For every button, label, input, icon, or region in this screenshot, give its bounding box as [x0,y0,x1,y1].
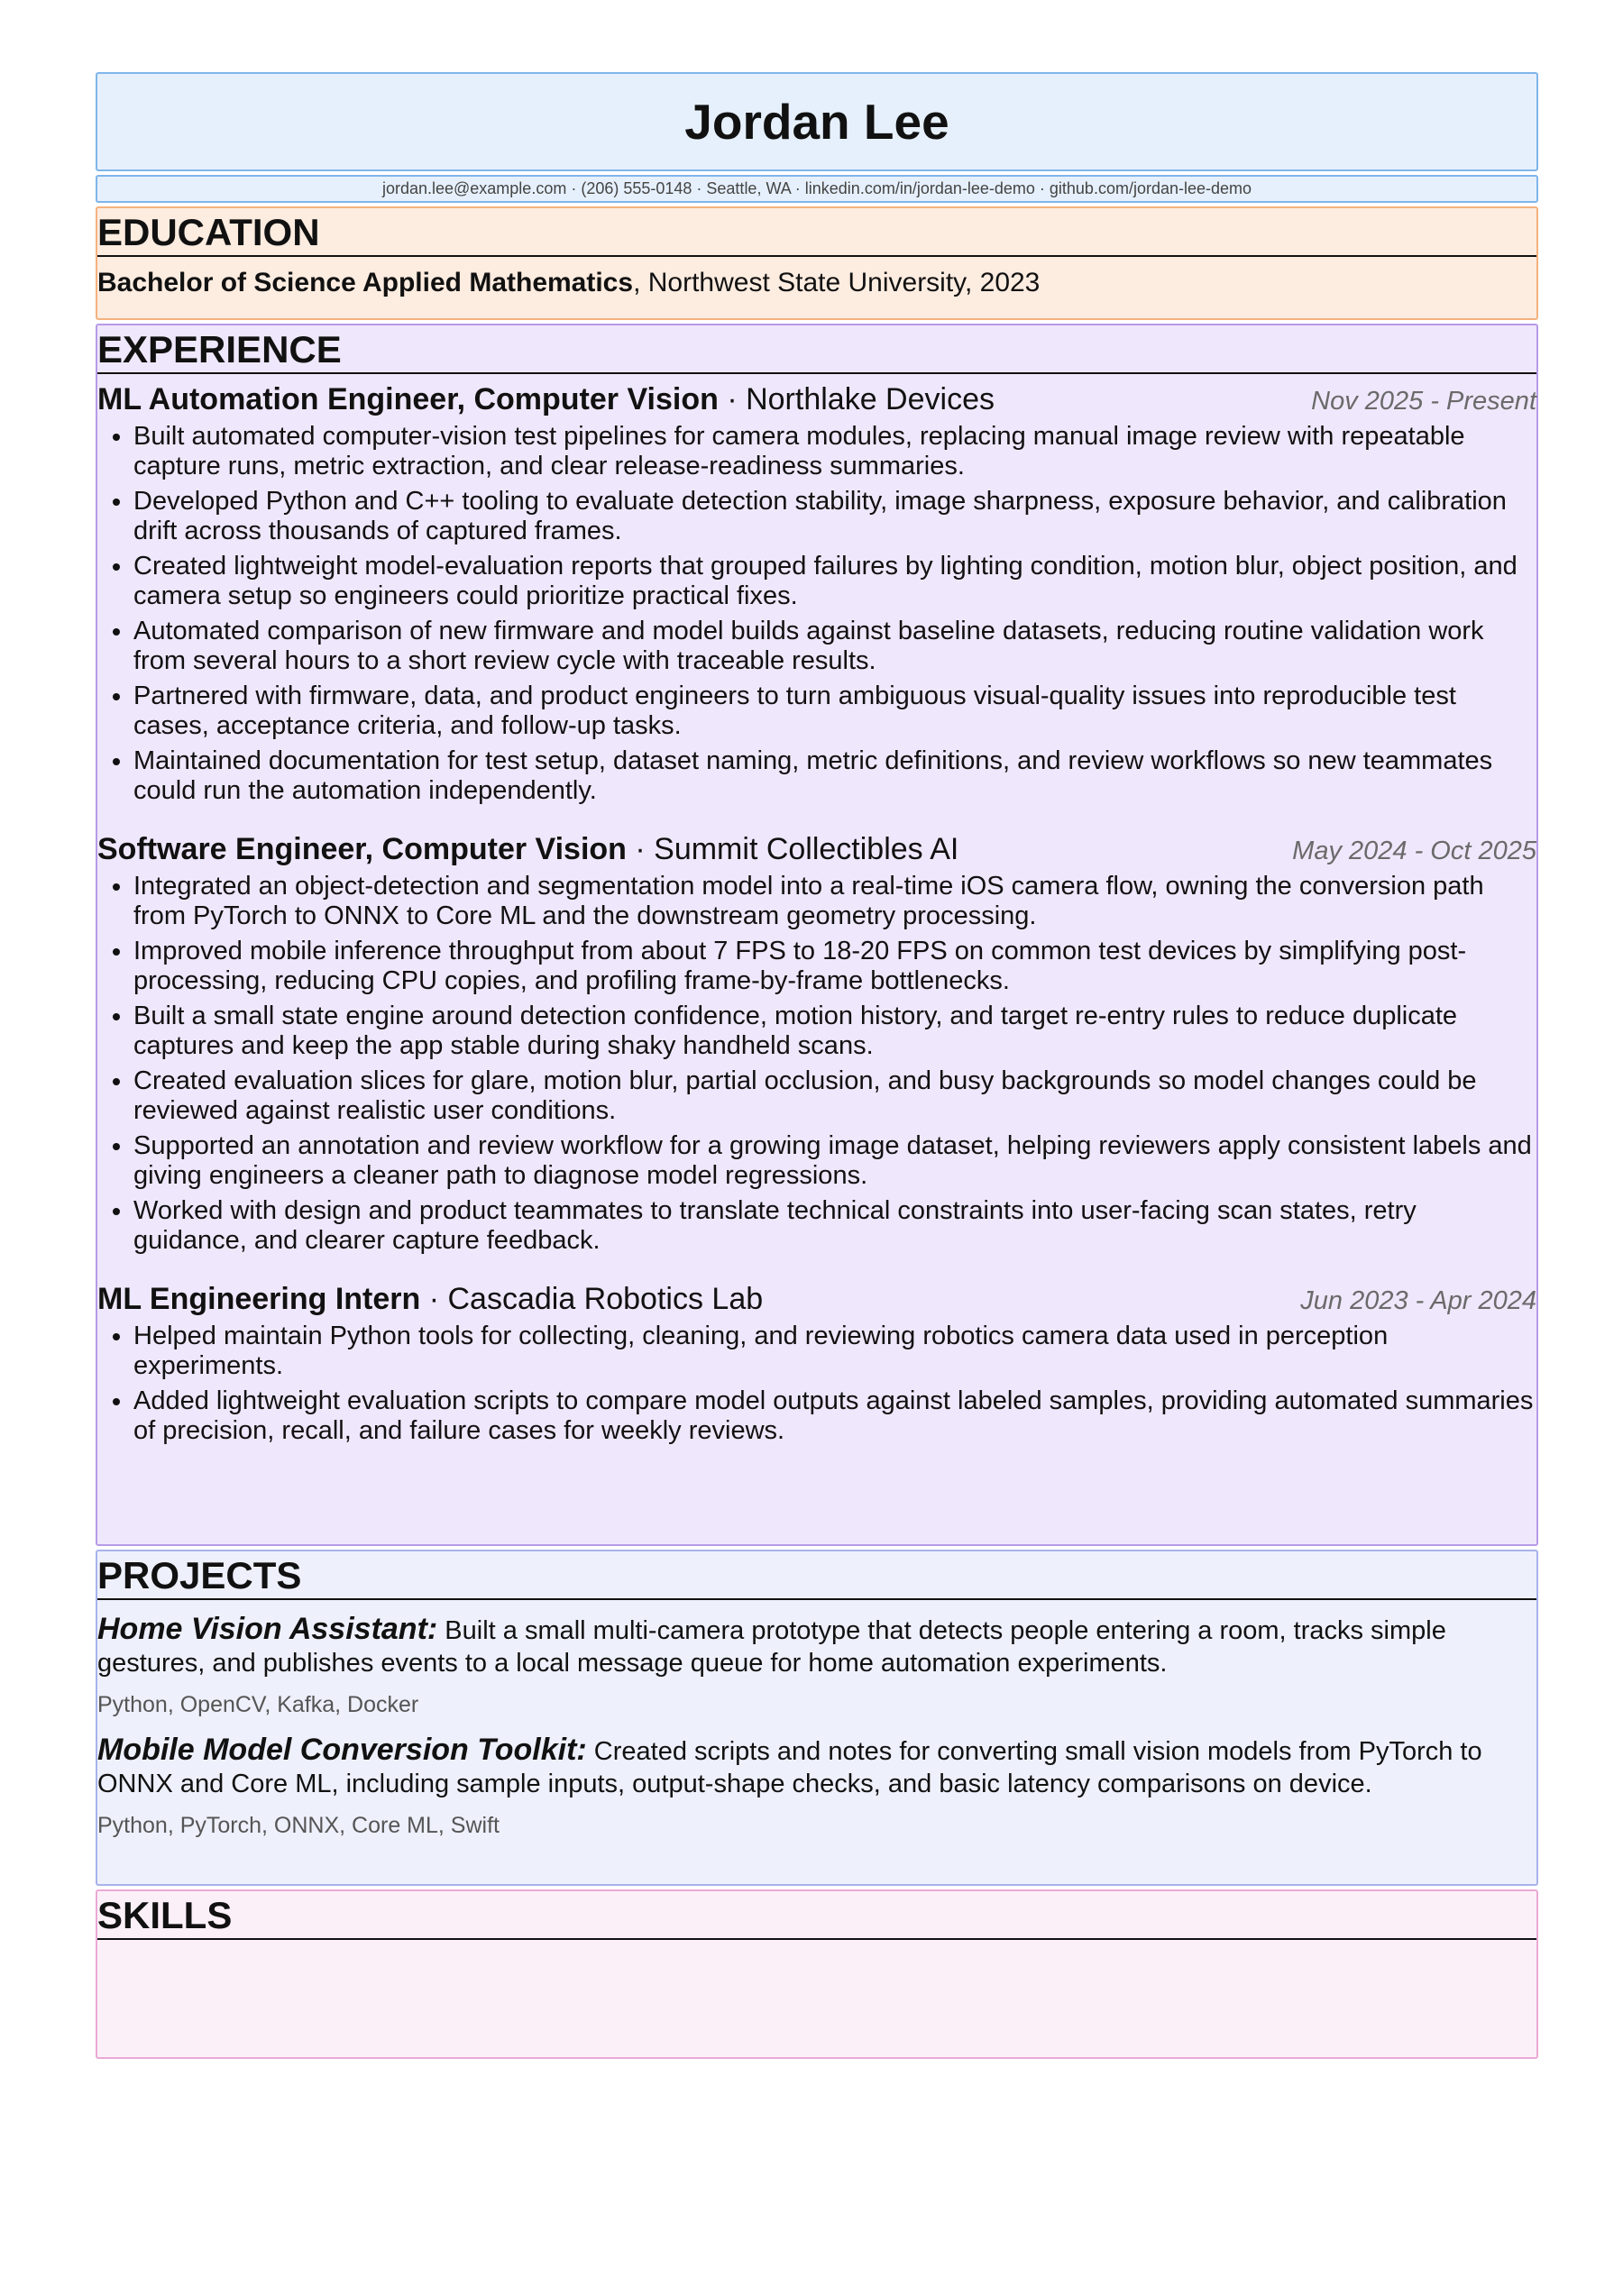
job-header [97,1281,1536,1318]
job-header [97,831,1536,868]
job-dates: May 2024 - Oct 2025 [1292,836,1536,865]
bullet: • Maintained documentation for test setup, dataset naming, metric definitions, and review workflows so new teammates could run the automation independently. [133,746,1536,806]
job-title: Software Engineer, Computer Vision [97,831,627,866]
job-bullets [97,1322,1536,1446]
bullet: • Supported an annotation and review workflow for a growing image dataset, helping reviewers apply consistent labels and giving engineers a cleaner path to diagnose model regressions. [133,1131,1536,1191]
experience-heading: EXPERIENCE [97,325,1536,374]
bullet: • Created evaluation slices for glare, motion blur, partial occlusion, and busy backgrounds so model changes could be reviewed against realistic user conditions. [133,1066,1536,1126]
job-entry [97,831,1536,1256]
project-tech: Python, OpenCV, Kafka, Docker [97,1692,419,1718]
projects-section [96,1550,1538,1886]
contact-line: jordan.lee@example.com · (206) 555-0148 · Seattle, WA · linkedin.com/in/jordan-lee-demo · github.com/jordan-lee-demo [96,175,1538,203]
project-tech: Python, PyTorch, ONNX, Core ML, Swift [97,1813,500,1839]
job-entry [97,1281,1536,1446]
bullet: • Helped maintain Python tools for collecting, cleaning, and reviewing robotics camera data used in perception experiments. [133,1322,1536,1381]
skills-heading: SKILLS [97,1891,1536,1940]
job-bullets [97,422,1536,806]
job-bullets [97,872,1536,1256]
bullet: • Integrated an object-detection and segmentation model into a real-time iOS camera flow, owning the conversion path from PyTorch to ONNX to Core ML and the downstream geometry processing. [133,872,1536,931]
school-and-year: , Northwest State University, 2023 [633,268,1041,298]
bullet: • Worked with design and product teammates to translate technical constraints into user-facing scan states, retry guidance, and clearer capture feedback. [133,1196,1536,1256]
skills-section [96,1889,1538,2059]
project-name: Mobile Model Conversion Toolkit: [97,1733,587,1768]
job-dates: Jun 2023 - Apr 2024 [1300,1285,1536,1315]
education-entry [97,257,1536,298]
job-company: · Cascadia Robotics Lab [420,1281,764,1316]
job-company: · Summit Collectibles AI [626,831,959,866]
education-heading: EDUCATION [97,208,1536,257]
bullet: • Built a small state engine around detection confidence, motion history, and target re-entry rules to reduce duplicate captures and keep the app stable during shaky handheld scans. [133,1002,1536,1061]
project-name: Home Vision Assistant: [97,1612,438,1647]
bullet: • Automated comparison of new firmware and model builds against baseline datasets, reducing routine validation work from several hours to a short review cycle with traceable results. [133,617,1536,676]
job-header [97,381,1536,418]
resume-page [96,72,1538,2063]
projects-heading: PROJECTS [97,1551,1536,1600]
bullet: • Created lightweight model-evaluation reports that grouped failures by lighting condition, motion blur, object position, and camera setup so engineers could prioritize practical fixes. [133,552,1536,611]
project-description: Created scripts and notes for converting small vision models from PyTorch to ONNX and Core ML, including sample inputs, output-shape checks, and basic latency comparisons on device. [97,1737,1482,1799]
education-section [96,206,1538,320]
bullet: • Partnered with firmware, data, and product engineers to turn ambiguous visual-quality issues into reproducible test cases, acceptance criteria, and follow-up tasks. [133,681,1536,741]
degree: Bachelor of Science Applied Mathematics [97,268,634,298]
project-entry [97,1613,1536,1721]
project-description: Built a small multi-camera prototype that detects people entering a room, tracks simple gestures, and publishes events to a local message queue for home automation experiments. [97,1616,1446,1679]
job-title: ML Engineering Intern [97,1281,421,1316]
job-entry [97,381,1536,806]
job-title: ML Automation Engineer, Computer Vision [97,382,719,417]
bullet: • Built automated computer-vision test pipelines for camera modules, replacing manual image review with repeatable capture runs, metric extraction, and clear release-readiness summaries. [133,422,1536,481]
experience-section [96,324,1538,1546]
candidate-name: Jordan Lee [684,93,949,150]
project-entry [97,1733,1536,1842]
header-section [96,72,1538,171]
job-company: · Northlake Devices [718,382,995,417]
job-dates: Nov 2025 - Present [1311,387,1536,416]
bullet: • Developed Python and C++ tooling to evaluate detection stability, image sharpness, exposure behavior, and calibration drift across thousands of captured frames. [133,487,1536,546]
bullet: • Improved mobile inference throughput from about 7 FPS to 18-20 FPS on common test devices by simplifying post-processing, reducing CPU copies, and profiling frame-by-frame bottlenecks. [133,937,1536,996]
bullet: • Added lightweight evaluation scripts to compare model outputs against labeled samples, providing automated summaries of precision, recall, and failure cases for weekly reviews. [133,1386,1536,1446]
